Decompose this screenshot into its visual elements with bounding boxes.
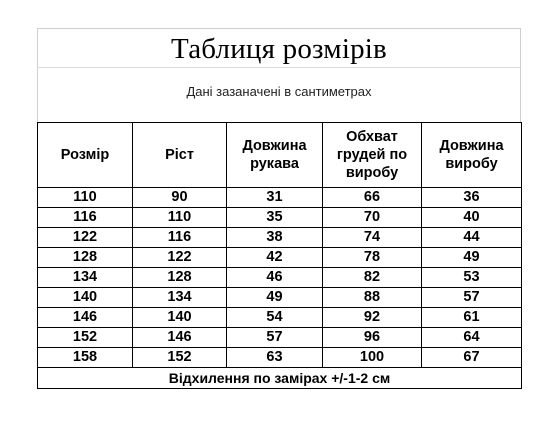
- table-footer-row: [38, 368, 522, 389]
- table-cell: 110: [38, 188, 133, 208]
- table-cell: 49: [227, 288, 323, 308]
- table-cell: 78: [323, 248, 422, 268]
- title-divider: [38, 67, 520, 68]
- size-table: [37, 122, 522, 389]
- table-cell: 90: [133, 188, 227, 208]
- table-row: [38, 228, 522, 248]
- table-row: [38, 288, 522, 308]
- column-header-garment-length: Довжина виробу: [422, 123, 522, 188]
- table-row: [38, 248, 522, 268]
- table-cell: 74: [323, 228, 422, 248]
- table-row: [38, 268, 522, 288]
- table-cell: 88: [323, 288, 422, 308]
- table-cell: 54: [227, 308, 323, 328]
- table-cell: 140: [133, 308, 227, 328]
- column-header-size: Розмір: [38, 123, 133, 188]
- table-cell: 66: [323, 188, 422, 208]
- table-header-row: [38, 123, 522, 188]
- table-cell: 35: [227, 208, 323, 228]
- table-cell: 40: [422, 208, 522, 228]
- table-cell: 134: [133, 288, 227, 308]
- table-cell: 57: [227, 328, 323, 348]
- table-cell: 122: [133, 248, 227, 268]
- table-cell: 110: [133, 208, 227, 228]
- table-cell: 57: [422, 288, 522, 308]
- table-cell: 96: [323, 328, 422, 348]
- table-cell: 100: [323, 348, 422, 368]
- table-cell: 49: [422, 248, 522, 268]
- table-cell: 64: [422, 328, 522, 348]
- table-cell: 46: [227, 268, 323, 288]
- units-note: Дані зазаначені в сантиметрах: [186, 84, 372, 99]
- table-cell: 158: [38, 348, 133, 368]
- table-cell: 67: [422, 348, 522, 368]
- table-cell: 116: [38, 208, 133, 228]
- table-cell: 146: [38, 308, 133, 328]
- table-cell: 82: [323, 268, 422, 288]
- table-cell: 42: [227, 248, 323, 268]
- table-body: [38, 188, 522, 389]
- table-row: [38, 208, 522, 228]
- table-row: [38, 308, 522, 328]
- table-cell: 122: [38, 228, 133, 248]
- table-cell: 152: [133, 348, 227, 368]
- tolerance-note: Відхилення по замірах +/-1-2 см: [38, 368, 522, 389]
- table-cell: 31: [227, 188, 323, 208]
- table-cell: 134: [38, 268, 133, 288]
- table-cell: 146: [133, 328, 227, 348]
- table-cell: 70: [323, 208, 422, 228]
- table-cell: 92: [323, 308, 422, 328]
- table-cell: 44: [422, 228, 522, 248]
- table-cell: 116: [133, 228, 227, 248]
- table-cell: 53: [422, 268, 522, 288]
- table-row: [38, 348, 522, 368]
- column-header-height: Ріст: [133, 123, 227, 188]
- table-cell: 61: [422, 308, 522, 328]
- table-cell: 140: [38, 288, 133, 308]
- table-cell: 152: [38, 328, 133, 348]
- table-cell: 63: [227, 348, 323, 368]
- table-cell: 38: [227, 228, 323, 248]
- column-header-sleeve-length: Довжина рукава: [227, 123, 323, 188]
- page-title: Таблиця розмірів: [171, 33, 387, 65]
- table-cell: 128: [38, 248, 133, 268]
- column-header-chest-girth: Обхват грудей по виробу: [323, 123, 422, 188]
- table-cell: 128: [133, 268, 227, 288]
- table-cell: 36: [422, 188, 522, 208]
- table-row: [38, 328, 522, 348]
- table-row: [38, 188, 522, 208]
